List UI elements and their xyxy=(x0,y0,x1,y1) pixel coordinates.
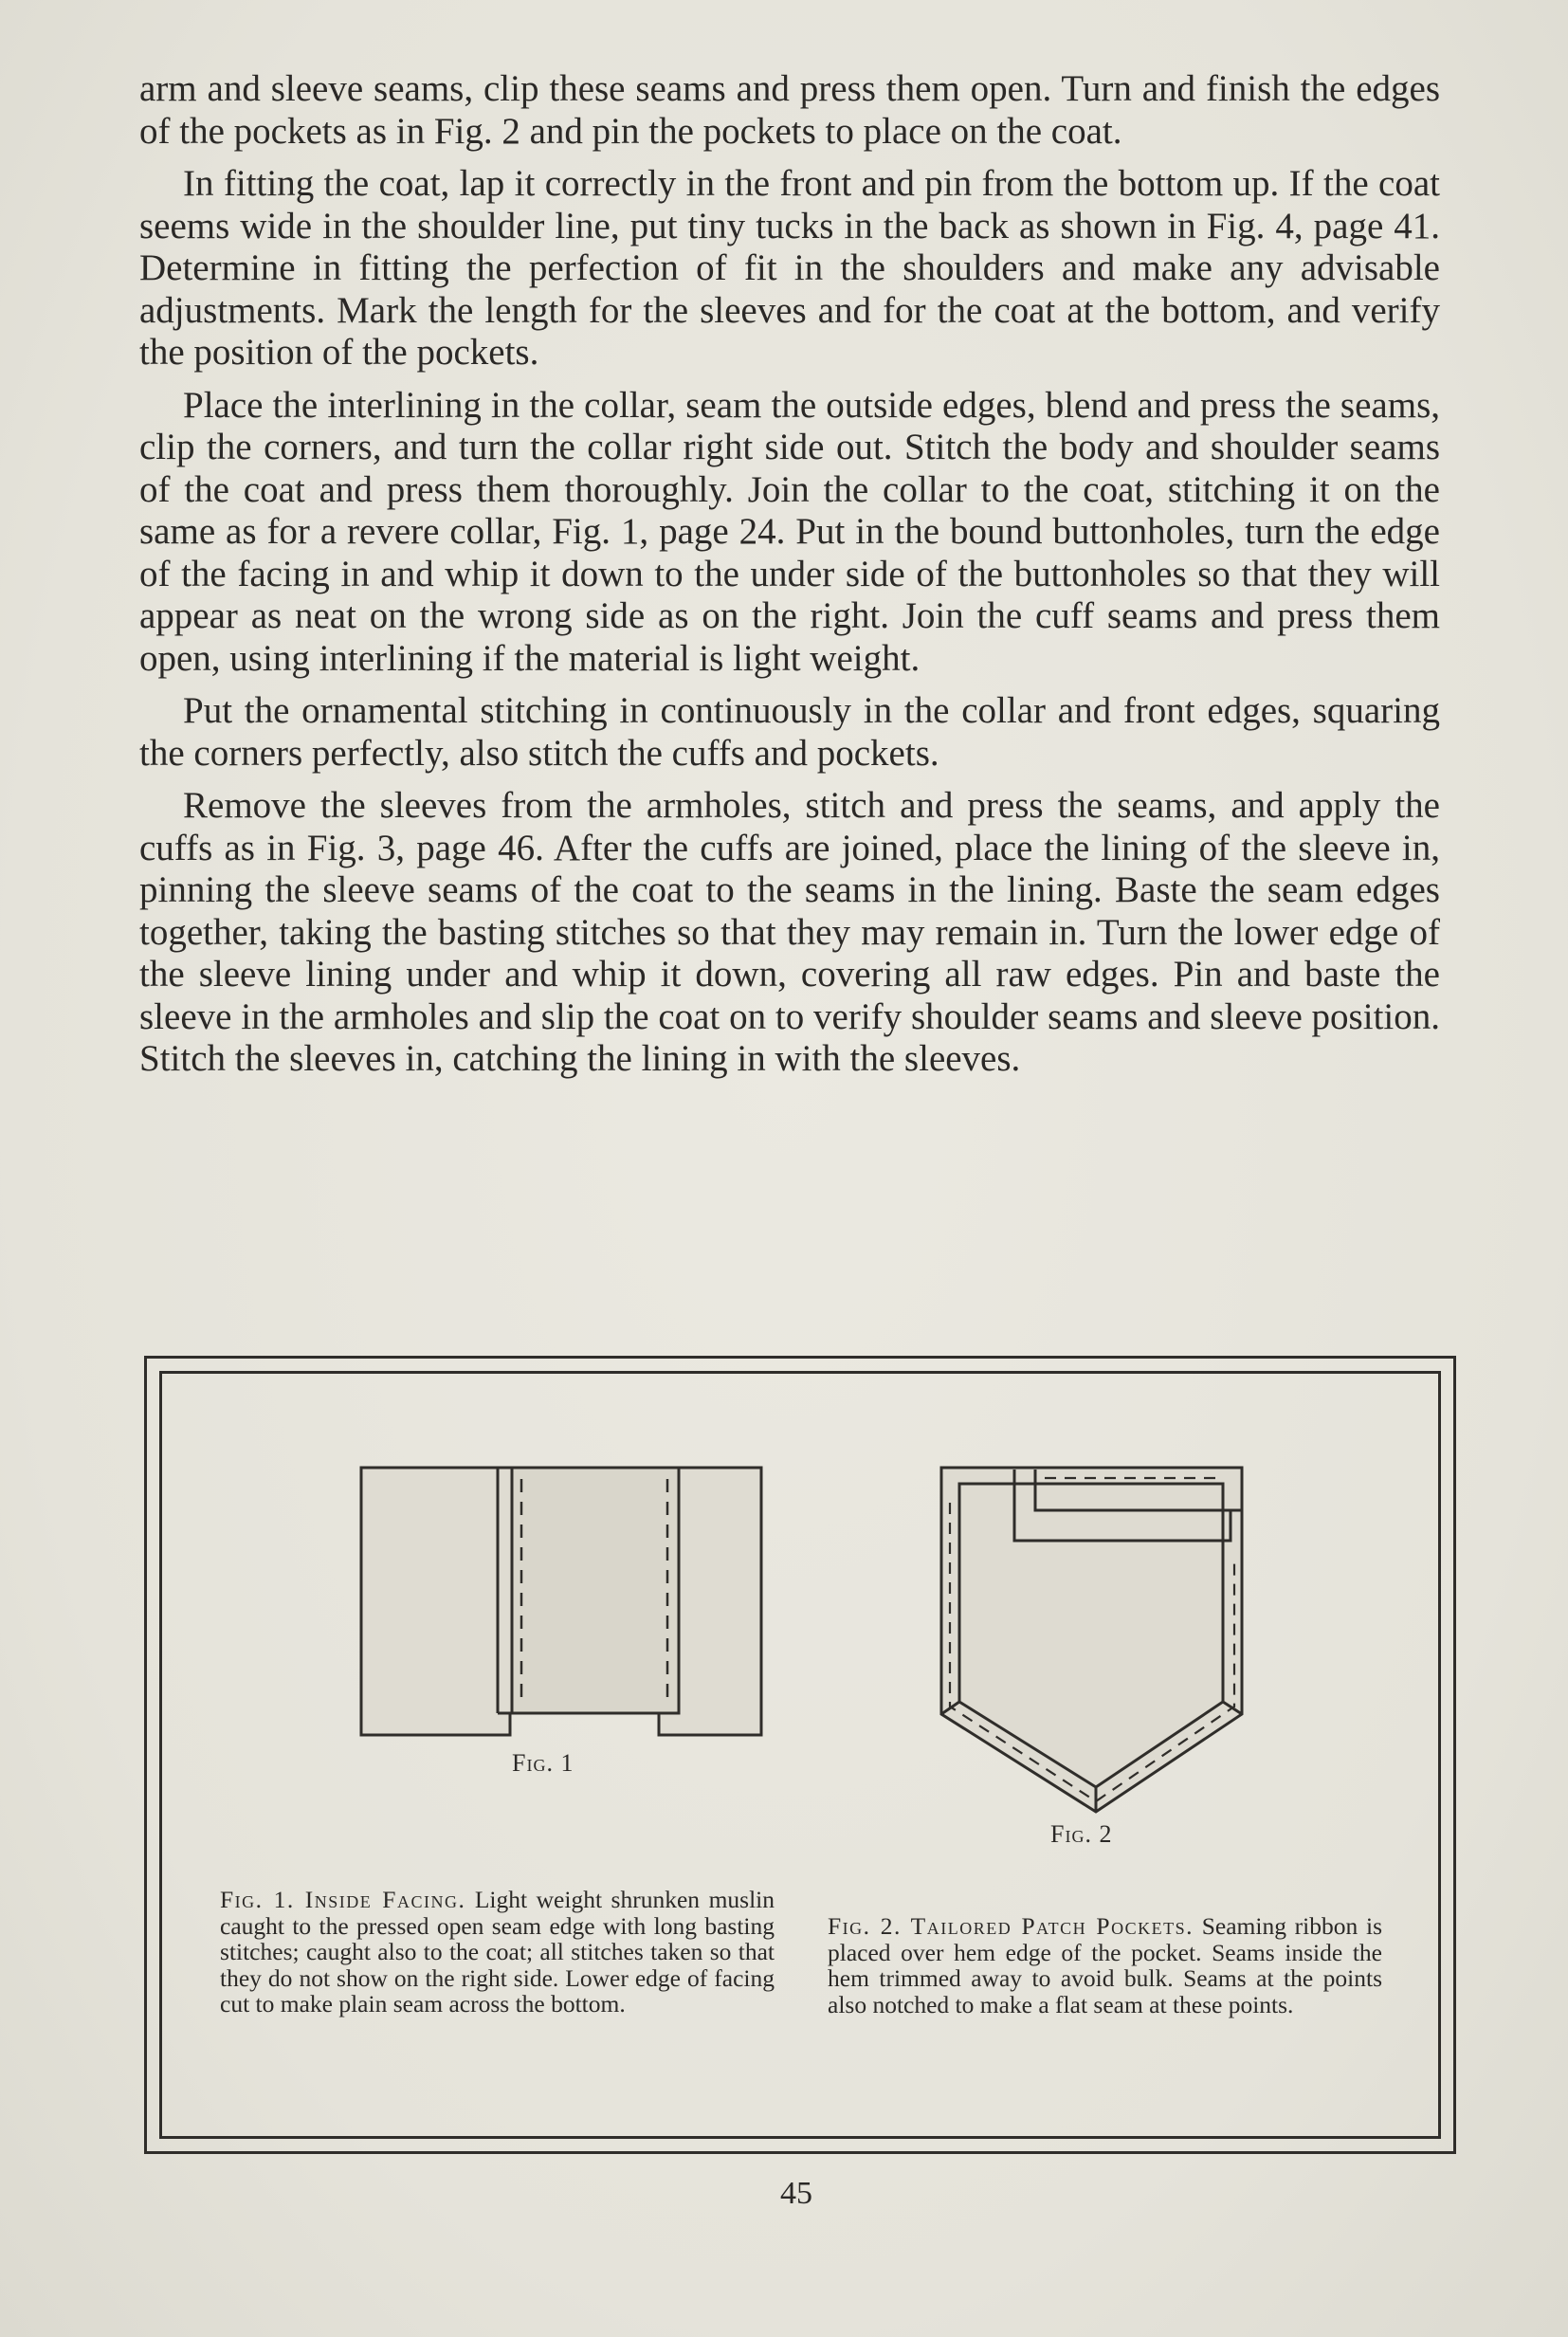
body-text xyxy=(139,68,1440,1091)
fig1-label: Fig. 1 xyxy=(512,1749,574,1777)
fig1-caption-title: Fig. 1. Inside Facing. xyxy=(220,1886,466,1913)
fig2-label: Fig. 2 xyxy=(1050,1820,1113,1848)
fig1-inside-facing-drawing xyxy=(358,1465,766,1740)
paragraph-3: Place the interlining in the collar, seam the outside edges, blend and press the seams, clip the corners, and turn the collar right side out. Stitch the body and shoulder seams of the coat and press them thoroughly. Join the collar to the coat, stitching it on the same as for a revere collar, Fig. 1, page 24. Put in the bound buttonholes, turn the edge of the facing in and whip it down to the under side of the buttonholes so that they will appear as neat on the wrong side as on the right. Join the cuff seams and press them open, using interlining if the material is light weight. xyxy=(139,384,1440,679)
fig1-caption-text: Light weight shrunken muslin caught to the pressed open seam edge with long basting stitches; caught also to the coat; all stitches taken so that they do not show on the right side. Lower edge of facing cut to make plain seam across the bottom. xyxy=(220,1886,775,2017)
fig2-caption xyxy=(828,1913,1382,2017)
fig2-caption-title: Fig. 2. Tailored Patch Pockets. xyxy=(828,1912,1194,1940)
paragraph-2: In fitting the coat, lap it correctly in the front and pin from the bottom up. If the coat seems wide in the shoulder line, put tiny tucks in the back as shown in Fig. 4, page 41. Determine in fitting the perfection of fit in the shoulders and make any advisable adjustments. Mark the length for the sleeves and for the coat at the bottom, and verify the position of the pockets. xyxy=(139,163,1440,373)
paragraph-1: arm and sleeve seams, clip these seams and press them open. Turn and finish the edges of the pockets as in Fig. 2 and pin the pockets to place on the coat. xyxy=(139,68,1440,152)
paragraph-5: Remove the sleeves from the armholes, stitch and press the seams, and apply the cuffs as in Fig. 3, page 46. After the cuffs are joined, place the lining of the sleeve in, pinning the sleeve seams of the coat to the seams in the lining. Baste the seam edges together, taking the basting stitches so that they may remain in. Turn the lower edge of the sleeve lining under and whip it down, covering all raw edges. Pin and baste the sleeve in the armholes and slip the coat on to verify shoulder seams and sleeve position. Stitch the sleeves in, catching the lining in with the sleeves. xyxy=(139,785,1440,1079)
fig2-patch-pocket-drawing xyxy=(939,1465,1251,1816)
paragraph-4: Put the ornamental stitching in continuously in the collar and front edges, squaring the corners perfectly, also stitch the cuffs and pockets. xyxy=(139,690,1440,774)
fig2-caption-text: Seaming ribbon is placed over hem edge of the pocket. Seams inside the hem trimmed away to avoid bulk. Seams at the points also notched to make a flat seam at these points. xyxy=(828,1912,1382,2018)
fig1-caption xyxy=(220,1887,775,2017)
page-number: 45 xyxy=(780,2176,812,2211)
